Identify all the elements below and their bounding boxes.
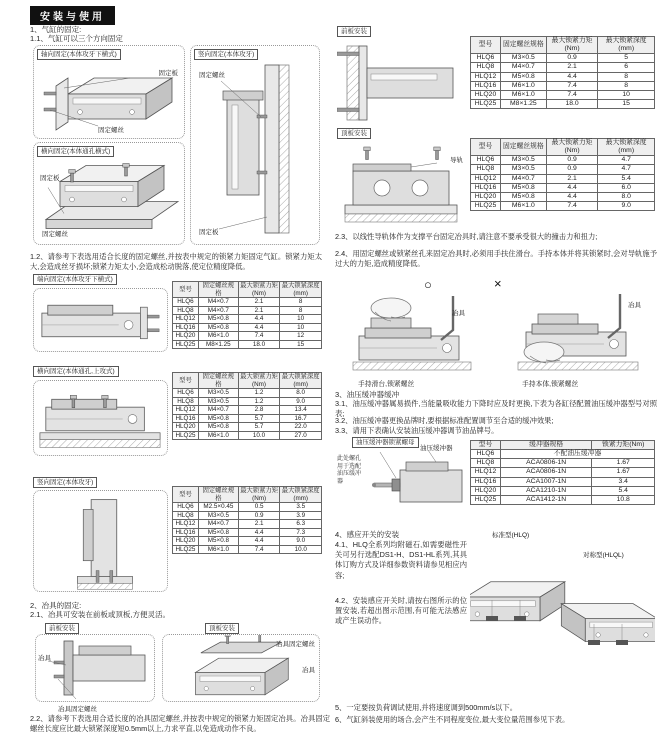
fixing-plate-label: 固定板: [199, 229, 219, 236]
switch-standard-figure: [470, 542, 570, 647]
jig-label: 冶具: [38, 655, 51, 662]
table-row: [471, 477, 655, 486]
column-header: 型号: [471, 441, 501, 450]
table-cell: 4.4: [238, 323, 280, 332]
table-cell: M3×0.5: [198, 397, 238, 406]
end-mount-small-figure: [34, 289, 167, 351]
rail-label: 导轨: [450, 157, 463, 164]
table-cell: HLQ8: [471, 459, 501, 468]
table-header-row: [173, 487, 322, 503]
table-cell: 0.5: [238, 503, 280, 512]
vertical-mount-small-figbox: [33, 490, 168, 592]
table-cell: 10.8: [592, 495, 655, 504]
table-cell: M6×1.0: [500, 81, 546, 90]
table-row: [471, 202, 655, 211]
table-cell: 15: [598, 100, 655, 109]
table-cell: HLQ6: [173, 389, 199, 398]
table-cell: 5.7: [238, 423, 280, 432]
jig-top-caption: 顶板安装: [205, 623, 239, 634]
table-row: [173, 315, 322, 324]
table-cell: 4.4: [546, 72, 598, 81]
vertical-mount-caption: 竖向固定(本体攻牙): [194, 49, 258, 60]
table-cell: M5×0.8: [500, 72, 546, 81]
column-header: 最大锁紧深度(mm): [598, 37, 655, 54]
note-2-3: 2.3、以线性导轨体作为支撑平台固定冶具时,请注意不要承受很大的撞击力和扭力;: [335, 232, 598, 241]
table-cell: HLQ16: [173, 323, 199, 332]
table-cell: HLQ8: [471, 165, 501, 174]
table-row: [471, 450, 655, 459]
sec3-title: 3、油压缓冲器缓冲: [335, 390, 400, 399]
table-cell: 5.4: [598, 174, 655, 183]
table-cell: 2.1: [238, 520, 280, 529]
table-cell: 8: [280, 306, 322, 315]
column-header: 最大锁紧力矩(Nm): [546, 139, 598, 156]
table-row: [471, 81, 655, 90]
table-cell: HLQ25: [471, 495, 501, 504]
table-cell: M3×0.5: [500, 54, 546, 63]
table-row: [173, 431, 322, 440]
hold-ok-caption: 手持滑台,锁紧螺丝: [358, 381, 415, 388]
table-cell: 4.4: [546, 183, 598, 192]
table-row: [173, 340, 322, 349]
table-cell: 7.4: [238, 332, 280, 341]
table-cell: HLQ25: [471, 202, 501, 211]
table-cell: HLQ16: [471, 183, 501, 192]
table-cell: M3×0.5: [198, 389, 238, 398]
jig-front-caption: 前板安装: [45, 623, 79, 634]
table-cell: M3×0.5: [198, 511, 238, 520]
table-cell: M3×0.5: [500, 156, 546, 165]
table-row: [173, 423, 322, 432]
jig-label: 冶具: [452, 310, 465, 317]
table-cell: HLQ6: [173, 503, 199, 512]
table-row: [173, 503, 322, 512]
table-cell: M6×1.0: [198, 332, 238, 341]
column-header: 型号: [173, 487, 199, 503]
symmetric-type-label: 对称型(HLQL): [583, 552, 624, 559]
table-row: [173, 528, 322, 537]
top-plate-section-figbox: [337, 141, 465, 225]
front-plate-section-figbox: [337, 40, 465, 125]
table-cell: HLQ20: [173, 332, 199, 341]
table-cell: HLQ16: [173, 414, 199, 423]
table-row: [173, 414, 322, 423]
table-cell: M5×0.8: [198, 423, 238, 432]
table-cell: HLQ20: [173, 537, 199, 546]
jig-front-figbox: [35, 634, 155, 702]
column-header: 固定螺丝规格: [198, 373, 238, 389]
table-cell: 3.5: [280, 503, 322, 512]
table-cell: HLQ8: [471, 63, 501, 72]
table-cell: 8.0: [598, 192, 655, 201]
fixing-screw-label: 固定螺丝: [42, 231, 68, 238]
column-header: 最大锁紧力矩(Nm): [546, 37, 598, 54]
table-cell: ACA1412-1N: [500, 495, 591, 504]
lateral-mount-caption2: 横向固定(本体通孔,上攻式): [33, 366, 119, 377]
table-cell: 4.4: [238, 537, 280, 546]
sec1-sub: 1.1、气缸可以三个方向固定: [30, 34, 123, 43]
table-cell: 2.1: [546, 174, 598, 183]
table-row: [173, 511, 322, 520]
lateral-mount-table: [172, 372, 322, 440]
fixing-screw-label: 固定螺丝: [98, 127, 124, 134]
table-cell: 9.0: [598, 202, 655, 211]
note-3-3: 3.3、请用下表确认安装油压缓冲器调节油品牌号。: [335, 426, 499, 435]
table-cell: 7.3: [280, 528, 322, 537]
top-plate-caption: 顶板安装: [337, 128, 371, 139]
table-cell: 13.4: [280, 406, 322, 415]
note-3-1: 3.1、油压缓冲器属易损件,当能量吸收能力下降时应及时更换,下表为各缸径配置油压缓冲器型号对照表;: [335, 399, 657, 419]
table-cell: HLQ6: [471, 54, 501, 63]
table-row: [471, 156, 655, 165]
table-cell: HLQ25: [173, 431, 199, 440]
table-cell: HLQ8: [173, 306, 199, 315]
table-cell: 8: [598, 72, 655, 81]
buffer-nut-caption: 油压缓冲器锁紧螺母: [352, 437, 419, 448]
table-cell: 10.0: [280, 545, 322, 554]
table-row: [471, 459, 655, 468]
hold-ok-figure: [337, 290, 487, 375]
column-header: 最大锁紧力矩(Nm): [240, 373, 278, 388]
table-cell: HLQ16: [471, 81, 501, 90]
table-cell: 6.0: [598, 183, 655, 192]
hold-ng-caption: 手持本体,锁紧螺丝: [522, 381, 579, 388]
table-cell: M4×0.7: [500, 174, 546, 183]
table-row: [471, 192, 655, 201]
note-2-2: 2.2、请参考下表选用合适长度的冶具固定螺丝,并按表中规定的锁紧力矩固定冶具。冶具固定螺丝长度应比最大锁紧深度短0.5mm以上,力求平直,以免造成动作不良。: [30, 714, 330, 734]
table-cell: 5: [598, 54, 655, 63]
switch-standard-figbox: [470, 542, 570, 647]
table-cell: HLQ25: [173, 340, 199, 349]
standard-type-label: 标准型(HLQ): [492, 532, 530, 539]
table-cell: 4.4: [238, 315, 280, 324]
table-cell: ACA1210-1N: [500, 486, 591, 495]
table-cell: HLQ25: [471, 100, 501, 109]
buffer-label: 油压缓冲器: [420, 445, 453, 452]
table-cell: 1.67: [592, 468, 655, 477]
vertical-mount-small-figure: [34, 491, 167, 591]
table-row: [471, 100, 655, 109]
table-cell: 6.3: [280, 520, 322, 529]
table-cell: 2.1: [238, 298, 280, 307]
table-row: [471, 468, 655, 477]
table-row: [471, 63, 655, 72]
table-cell: 0.9: [238, 511, 280, 520]
table-cell: HLQ20: [471, 90, 501, 99]
table-cell: 10.0: [238, 431, 280, 440]
column-header: 最大锁紧深度(mm): [281, 282, 320, 297]
table-cell: 9.0: [280, 397, 322, 406]
table-cell: ACA0806-1N: [500, 468, 591, 477]
top-plate-section-figure: [337, 141, 465, 225]
table-cell: 22.0: [280, 423, 322, 432]
column-header: 固定螺丝规格: [500, 37, 546, 54]
table-cell: HLQ16: [173, 528, 199, 537]
note-4-2: 4.2、安装感应开关时,请按右图所示的位置安装,若超出图示范围,有可能无法感应或产生误动作。: [335, 596, 467, 626]
axial-mount-figbox: [33, 45, 185, 139]
front-plate-section-figure: [337, 40, 465, 125]
fixing-plate-label: 固定板: [158, 70, 178, 77]
front-plate-caption: 前板安装: [337, 26, 371, 37]
table-row: [173, 389, 322, 398]
column-header: 缓冲器规格: [500, 441, 591, 450]
table-cell: 2.1: [546, 63, 598, 72]
table-cell: 3.9: [280, 511, 322, 520]
table-cell: 8.0: [280, 389, 322, 398]
table-row: [471, 495, 655, 504]
table-row: [173, 323, 322, 332]
table-cell: 5.4: [592, 486, 655, 495]
table-cell: HLQ8: [173, 511, 199, 520]
table-cell: 10: [280, 323, 322, 332]
column-header: 最大锁紧深度(mm): [281, 487, 320, 502]
column-header: 最大锁紧力矩(Nm): [240, 487, 278, 502]
table-cell: 0.9: [546, 165, 598, 174]
lateral-mount-small-figbox: [33, 380, 168, 456]
table-cell: 5.7: [238, 414, 280, 423]
column-header: 型号: [173, 373, 199, 389]
table-cell: 16.7: [280, 414, 322, 423]
buffer-figbox: [366, 450, 466, 516]
table-cell: M4×0.7: [500, 63, 546, 72]
table-cell: HLQ8: [173, 397, 199, 406]
table-cell: HLQ6: [471, 156, 501, 165]
table-cell: HLQ12: [471, 174, 501, 183]
hold-ok-figbox: [337, 290, 487, 375]
table-cell: M2.5×0.45: [198, 503, 238, 512]
table-cell: M6×1.0: [500, 90, 546, 99]
table-header-row: [471, 37, 655, 54]
sec2-sub: 2.1、冶具可安装在前板或顶板,方便灵活。: [30, 610, 171, 619]
lateral-mount-small-figure: [34, 381, 167, 455]
table-cell: ACA1007-1N: [500, 477, 591, 486]
note-3-2: 3.2、油压缓冲器更换品牌时,要根据标准配置调节至合适的缓冲效果;: [335, 416, 554, 425]
column-header: 锁紧力矩(Nm): [592, 441, 655, 450]
table-cell: 8: [598, 81, 655, 90]
table-cell: M4×0.7: [198, 406, 238, 415]
table-cell: 2.8: [238, 406, 280, 415]
table-row: [173, 545, 322, 554]
table-cell: 0.9: [546, 156, 598, 165]
jig-screw-label: 冶具固定螺丝: [58, 706, 97, 713]
section-header-badge: 安装与使用: [30, 6, 115, 25]
table-cell: 4.7: [598, 165, 655, 174]
fixing-plate-label: 固定板: [40, 175, 60, 182]
column-header: 最大锁紧力矩(Nm): [240, 282, 278, 297]
table-cell: M8×1.25: [500, 100, 546, 109]
table-row: [471, 90, 655, 99]
switch-symmetric-figbox: [560, 562, 655, 672]
table-header-row: [471, 139, 655, 156]
table-cell: 9.0: [280, 537, 322, 546]
buffer-figure: [366, 450, 466, 516]
table-cell: 7.4: [238, 545, 280, 554]
table-cell: 3.4: [592, 477, 655, 486]
table-cell: 不配油压缓冲器: [500, 450, 654, 459]
table-row: [471, 165, 655, 174]
table-row: [173, 397, 322, 406]
buffer-side-note: 此处螺孔用于选配油压缓冲器: [337, 456, 362, 485]
table-cell: 10: [280, 315, 322, 324]
note-4-1: 4.1、HLQ全系列均附磁石,如需要磁性开关可另行选配DS1-H、DS1-HL系列,其具体订购方式及详细参数资料请参见相应内容;: [335, 540, 467, 580]
ng-mark: ×: [494, 276, 502, 291]
column-header: 最大锁紧深度(mm): [281, 373, 320, 388]
end-mount-small-figbox: [33, 288, 168, 352]
column-header: 型号: [471, 139, 501, 156]
table-row: [173, 520, 322, 529]
table-row: [173, 406, 322, 415]
table-cell: M5×0.8: [198, 315, 238, 324]
jig-label: 冶具: [302, 667, 315, 674]
table-cell: M5×0.8: [500, 192, 546, 201]
jig-screw-label: 冶具固定螺丝: [276, 641, 315, 648]
table-cell: M4×0.7: [198, 520, 238, 529]
buffer-table: [470, 440, 655, 505]
table-cell: 4.4: [238, 528, 280, 537]
table-row: [471, 72, 655, 81]
table-cell: 15: [280, 340, 322, 349]
table-cell: M5×0.8: [198, 537, 238, 546]
table-cell: 18.0: [546, 100, 598, 109]
table-cell: 10: [598, 90, 655, 99]
axial-mount-caption: 轴向固定(本体攻牙下横式): [37, 49, 121, 60]
table-header-row: [471, 441, 655, 450]
table-row: [471, 486, 655, 495]
fixing-screw-label: 固定螺丝: [199, 72, 225, 79]
table-row: [173, 332, 322, 341]
end-mount-caption: 端向固定(本体攻牙下横式): [33, 274, 117, 285]
table-cell: 4.7: [598, 156, 655, 165]
table-cell: 2.1: [238, 306, 280, 315]
table-header-row: [173, 373, 322, 389]
table-cell: 8: [280, 298, 322, 307]
table-cell: HLQ20: [173, 423, 199, 432]
table-cell: HLQ12: [173, 520, 199, 529]
sec1-title: 1、气缸的固定:: [30, 25, 82, 34]
table-cell: M3×0.5: [500, 165, 546, 174]
front-plate-table: [470, 36, 655, 109]
table-cell: M5×0.8: [198, 414, 238, 423]
table-cell: 0.9: [546, 54, 598, 63]
table-cell: 7.4: [546, 202, 598, 211]
table-row: [173, 298, 322, 307]
vertical-mount-caption2: 竖向固定(本体攻牙): [33, 477, 97, 488]
jig-top-figbox: [162, 634, 320, 702]
table-cell: HLQ20: [471, 192, 501, 201]
table-row: [471, 54, 655, 63]
table-row: [471, 174, 655, 183]
ok-mark: ○: [424, 277, 432, 292]
sec2-title: 2、冶具的固定:: [30, 601, 82, 610]
note-1-2: 1.2、请参考下表选用适合长度的固定螺丝,并按表中规定的锁紧力矩固定气缸。锁紧力矩太大,会造成丝牙损坏;锁紧力矩太小,会造成松动脱落,使定位精度降低。: [30, 252, 322, 272]
table-cell: 7.4: [546, 90, 598, 99]
table-cell: M6×1.0: [198, 545, 238, 554]
hold-ng-figbox: [500, 290, 655, 375]
table-header-row: [173, 282, 322, 298]
column-header: 固定螺丝规格: [500, 139, 546, 156]
table-cell: M5×0.8: [500, 183, 546, 192]
table-cell: 7.4: [546, 81, 598, 90]
table-cell: M5×0.8: [198, 323, 238, 332]
table-cell: HLQ16: [471, 477, 501, 486]
jig-label: 冶具: [628, 302, 641, 309]
lateral-mount-caption: 横向固定(本体通孔横式): [37, 146, 114, 157]
table-cell: HLQ12: [173, 406, 199, 415]
table-cell: M6×1.0: [500, 202, 546, 211]
note-6: 6、气缸斜装使用的场合,会产生不同程度变位,最大变位量范围参见下表。: [335, 715, 570, 724]
column-header: 最大锁紧深度(mm): [598, 139, 655, 156]
sec4-title: 4、感应开关的安装: [335, 530, 400, 539]
table-cell: 27.0: [280, 431, 322, 440]
table-cell: 12: [280, 332, 322, 341]
column-header: 型号: [471, 37, 501, 54]
table-row: [173, 537, 322, 546]
table-cell: HLQ12: [173, 315, 199, 324]
table-cell: HLQ25: [173, 545, 199, 554]
table-cell: ACA0806-1N: [500, 459, 591, 468]
table-row: [471, 183, 655, 192]
table-cell: HLQ6: [173, 298, 199, 307]
table-cell: M5×0.8: [198, 528, 238, 537]
lateral-mount-figbox: [33, 142, 185, 245]
table-cell: HLQ20: [471, 486, 501, 495]
end-mount-table: [172, 281, 322, 349]
table-cell: 6: [598, 63, 655, 72]
table-cell: HLQ6: [471, 450, 501, 459]
note-5: 5、一定要按负荷调试使用,并将速度调到500mm/s以下。: [335, 703, 518, 712]
table-cell: M4×0.7: [198, 298, 238, 307]
top-plate-table: [470, 138, 655, 211]
table-cell: M4×0.7: [198, 306, 238, 315]
vertical-mount-figbox: [190, 45, 320, 245]
table-cell: 4.4: [546, 192, 598, 201]
table-cell: M6×1.0: [198, 431, 238, 440]
table-cell: HLQ12: [471, 72, 501, 81]
table-cell: M8×1.25: [198, 340, 238, 349]
switch-symmetric-figure: [560, 562, 655, 672]
note-2-4: 2.4、用固定螺丝或锁紧丝孔来固定冶具时,必须用手扶住滑台。手持本体并将其锁紧时,会对导轨施予过大的力矩,造成精度降低。: [335, 249, 657, 269]
table-cell: 1.2: [238, 389, 280, 398]
column-header: 型号: [173, 282, 199, 298]
table-cell: 1.2: [238, 397, 280, 406]
column-header: 固定螺丝规格: [198, 487, 238, 503]
column-header: 固定螺丝规格: [198, 282, 238, 298]
vertical-mount-table: [172, 486, 322, 554]
jig-front-figure: [36, 635, 154, 701]
table-cell: 1.67: [592, 459, 655, 468]
table-row: [173, 306, 322, 315]
table-cell: HLQ12: [471, 468, 501, 477]
table-cell: 18.0: [238, 340, 280, 349]
